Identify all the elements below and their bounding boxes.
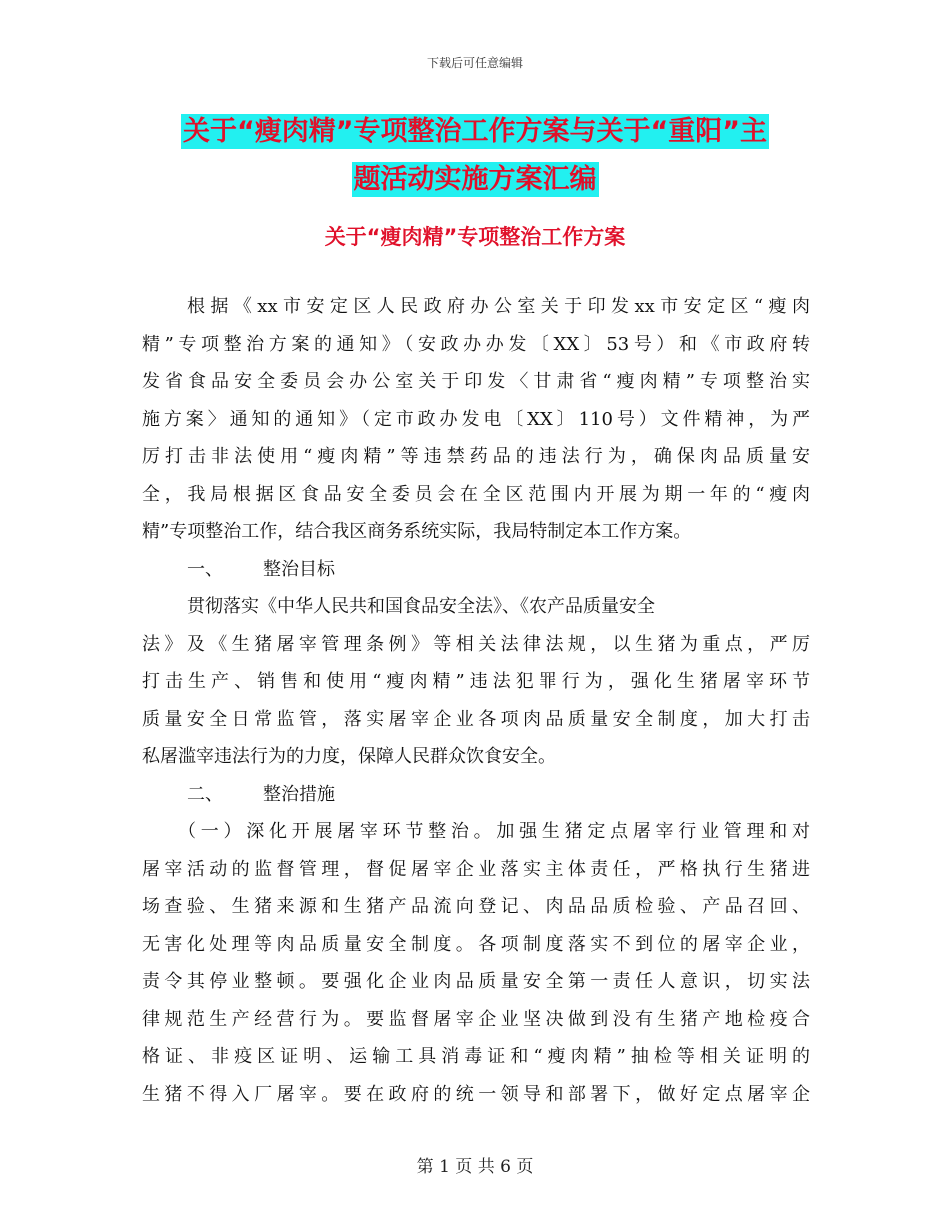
- paragraph-1: [142, 288, 810, 551]
- heading-1: [142, 551, 810, 589]
- section-title: 关于“瘦肉精”专项整治工作方案: [324, 225, 626, 249]
- heading-2: [142, 776, 810, 814]
- text-line: 根据《xx市安定区人民政府办公室关于印发xx市安定区“瘦肉: [187, 296, 810, 317]
- text-line: 贯彻落实《中华人民共和国食品安全法》、《农产品质量安全: [187, 596, 655, 617]
- text-line: 精”专项整治方案的通知》（安政办办发〔XX〕53号）和《市政府转: [142, 333, 810, 355]
- heading-text: 整治措施: [263, 783, 335, 805]
- text-line: 法》及《生猪屠宰管理条例》等相关法律法规，以生猪为重点，严厉: [142, 633, 810, 655]
- text-line: 场查验、生猪来源和生猪产品流向登记、肉品品质检验、产品召回、: [142, 896, 810, 917]
- document-title: [0, 108, 950, 204]
- paragraph-3: [142, 813, 810, 1113]
- heading-text: 整治目标: [263, 558, 335, 580]
- document-body: [142, 288, 810, 1113]
- text-line: 私屠滥宰违法行为的力度，保障人民群众饮食安全。: [142, 746, 556, 767]
- text-line: 厉打击非法使用“瘦肉精”等违禁药品的违法行为，确保肉品质量安: [142, 446, 810, 467]
- text-line: 质量安全日常监管，落实屠宰企业各项肉品质量安全制度，加大打击: [142, 708, 810, 730]
- heading-number: 二、: [187, 783, 223, 805]
- text-line: 无害化处理等肉品质量安全制度。各项制度落实不到位的屠宰企业，: [142, 933, 810, 955]
- text-line: 格证、非疫区证明、运输工具消毒证和“瘦肉精”抽检等相关证明的: [142, 1046, 810, 1067]
- text-line: 律规范生产经营行为。要监督屠宰企业坚决做到没有生猪产地检疫合: [142, 1008, 810, 1030]
- text-line: 全，我局根据区食品安全委员会在全区范围内开展为期一年的“瘦肉: [142, 483, 810, 505]
- text-line: 生猪不得入厂屠宰。要在政府的统一领导和部署下，做好定点屠宰企: [142, 1083, 810, 1105]
- title-line-2: 题活动实施方案汇编: [353, 164, 597, 195]
- paragraph-2: [142, 588, 810, 776]
- title-line-1: 关于“瘦肉精”专项整治工作方案与关于“重阳”主: [183, 116, 767, 147]
- text-line: 精”专项整治工作，结合我区商务系统实际，我局特制定本工作方案。: [142, 521, 692, 542]
- text-line: 责令其停业整顿。要强化企业肉品质量安全第一责任人意识，切实法: [142, 971, 810, 992]
- text-line: 发省食品安全委员会办公室关于印发〈甘肃省“瘦肉精”专项整治实: [142, 371, 810, 392]
- text-line: 施方案〉通知的通知》（定市政办发电〔XX〕110号）文件精神，为严: [142, 408, 810, 430]
- heading-number: 一、: [187, 558, 223, 580]
- text-line: 屠宰活动的监督管理，督促屠宰企业落实主体责任，严格执行生猪进: [142, 858, 810, 880]
- text-line: （一）深化开展屠宰环节整治。加强生猪定点屠宰行业管理和对: [178, 821, 810, 842]
- page-footer: 第 1 页 共 6 页: [416, 1157, 534, 1177]
- text-line: 打击生产、销售和使用“瘦肉精”违法犯罪行为，强化生猪屠宰环节: [142, 671, 810, 692]
- header-note: 下载后可任意编辑: [426, 56, 523, 70]
